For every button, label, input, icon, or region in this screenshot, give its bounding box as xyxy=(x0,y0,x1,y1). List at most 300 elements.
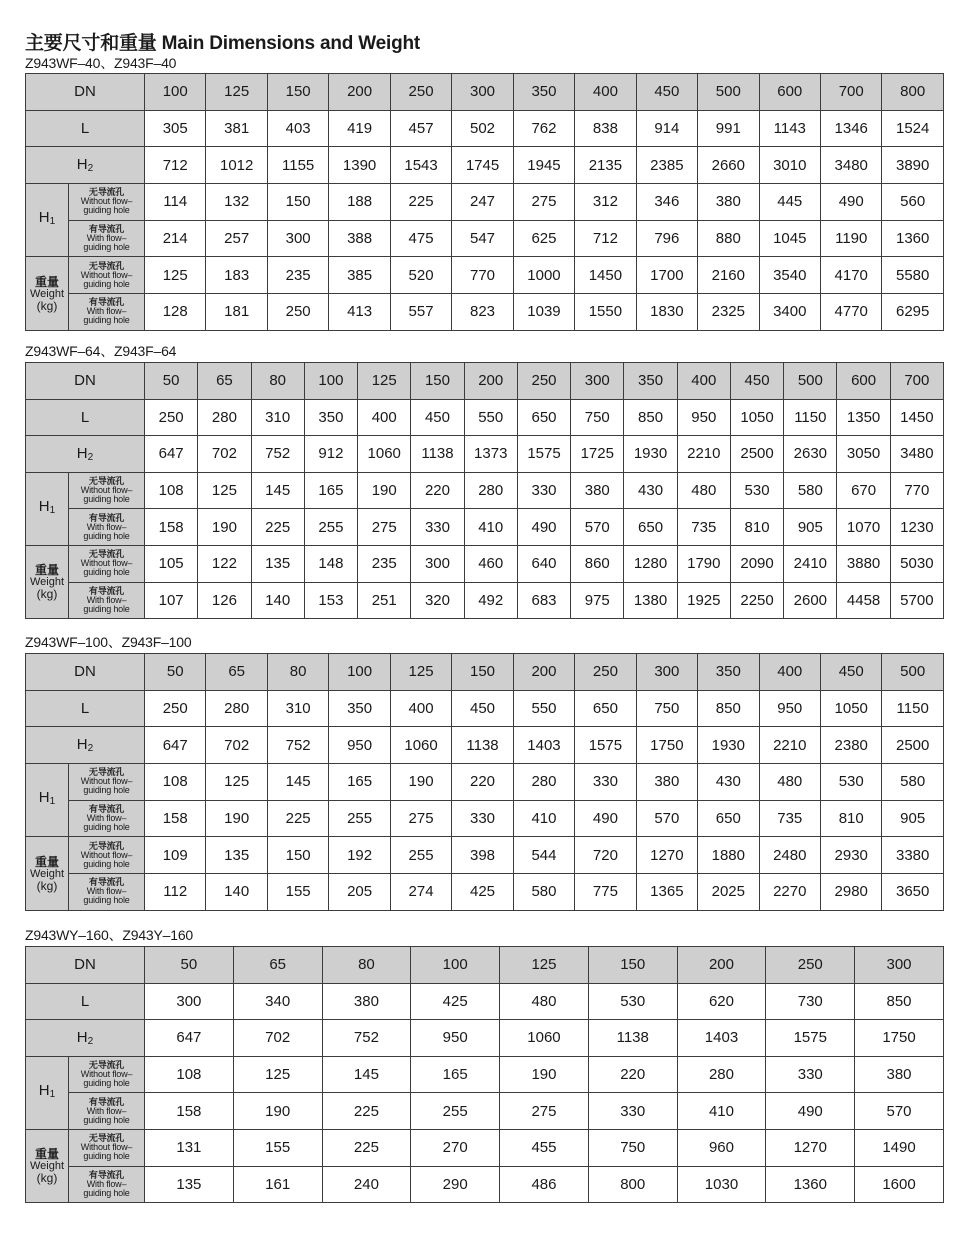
table-row-h2 xyxy=(26,147,944,184)
table-cell: 410 xyxy=(464,509,517,546)
table-cell: 150 xyxy=(267,837,328,874)
table-cell: 1725 xyxy=(571,436,624,473)
table-cell: 950 xyxy=(411,1020,500,1057)
h1-subscript: 1 xyxy=(49,796,56,808)
table-cell: 735 xyxy=(759,800,820,837)
h2-subscript: 2 xyxy=(87,451,94,463)
table-cell: 255 xyxy=(329,800,390,837)
table-cell: 380 xyxy=(698,184,759,221)
group-header-weight xyxy=(26,257,69,330)
table-cell: 100 xyxy=(304,363,357,400)
table-cell: 251 xyxy=(358,582,411,619)
group-header-h1 xyxy=(26,1056,69,1129)
table-cell: 80 xyxy=(322,947,411,984)
table-cell: 500 xyxy=(698,74,759,111)
without-label-en-1: Without flow– xyxy=(80,485,133,496)
table-cell: 460 xyxy=(464,545,517,582)
table-cell: 125 xyxy=(233,1056,322,1093)
table-cell: 250 xyxy=(517,363,570,400)
weight-label-en: Weight xyxy=(29,576,65,589)
without-label-en-1: Without flow– xyxy=(80,196,133,207)
weight-label-cn: 重量 xyxy=(34,563,59,578)
row-header-l: L xyxy=(26,690,145,727)
dimensions-table xyxy=(25,946,944,1203)
table-cell: 413 xyxy=(329,294,390,331)
table-cell: 3880 xyxy=(837,545,890,582)
table-cell: 125 xyxy=(390,654,451,691)
table-cell: 200 xyxy=(329,74,390,111)
with-label-cn: 有导流孔 xyxy=(88,1169,125,1180)
table-cell: 560 xyxy=(882,184,943,221)
table-cell: 550 xyxy=(513,690,574,727)
table-cell: 280 xyxy=(677,1056,766,1093)
table-cell: 280 xyxy=(198,399,251,436)
weight-label-unit: (kg) xyxy=(36,878,58,893)
table-cell: 65 xyxy=(206,654,267,691)
section-model-label: Z943WF–64、Z943F–64 xyxy=(25,343,177,359)
table-cell: 2090 xyxy=(730,545,783,582)
table-cell: 145 xyxy=(251,472,304,509)
sub-header-without-flow-guiding-hole xyxy=(69,1056,145,1093)
table-cell: 600 xyxy=(759,74,820,111)
sub-header-without-flow-guiding-hole xyxy=(69,1129,145,1166)
table-cell: 770 xyxy=(452,257,513,294)
row-header-dn: DN xyxy=(26,654,145,691)
table-cell: 126 xyxy=(198,582,251,619)
table-cell: 1150 xyxy=(882,690,943,727)
table-cell: 225 xyxy=(322,1129,411,1166)
with-label-en-2: guiding hole xyxy=(83,242,130,253)
table-cell: 330 xyxy=(575,764,636,801)
sub-header-without-flow-guiding-hole xyxy=(69,764,145,801)
table-cell: 1230 xyxy=(890,509,943,546)
table-row-h1-with xyxy=(26,800,944,837)
table-cell: 312 xyxy=(575,184,636,221)
table-cell: 225 xyxy=(251,509,304,546)
h2-main: H xyxy=(76,1028,88,1046)
table-cell: 108 xyxy=(145,1056,234,1093)
table-cell: 65 xyxy=(198,363,251,400)
table-cell: 330 xyxy=(411,509,464,546)
dimensions-table xyxy=(25,362,944,619)
table-row-h1-without xyxy=(26,764,944,801)
table-cell: 1403 xyxy=(513,727,574,764)
table-cell: 475 xyxy=(390,220,451,257)
without-label-en-2: guiding hole xyxy=(83,205,130,216)
without-label-en-1: Without flow– xyxy=(80,558,133,569)
table-row-l xyxy=(26,690,944,727)
table-cell: 225 xyxy=(390,184,451,221)
with-label-en-2: guiding hole xyxy=(83,530,130,541)
table-cell: 310 xyxy=(251,399,304,436)
without-label-en-2: guiding hole xyxy=(83,567,130,578)
table-cell: 50 xyxy=(145,363,198,400)
table-cell: 1450 xyxy=(890,399,943,436)
table-cell: 490 xyxy=(766,1093,855,1130)
table-cell: 385 xyxy=(329,257,390,294)
table-cell: 500 xyxy=(784,363,837,400)
h1-subscript: 1 xyxy=(49,1088,56,1100)
table-cell: 132 xyxy=(206,184,267,221)
table-row-l xyxy=(26,983,944,1020)
table-cell: 547 xyxy=(452,220,513,257)
without-label-cn: 无导流孔 xyxy=(88,549,125,560)
table-cell: 1830 xyxy=(636,294,697,331)
table-cell: 300 xyxy=(571,363,624,400)
table-cell: 165 xyxy=(304,472,357,509)
table-cell: 250 xyxy=(145,399,198,436)
table-cell: 905 xyxy=(882,800,943,837)
table-cell: 380 xyxy=(322,983,411,1020)
table-row-h1-without xyxy=(26,1056,944,1093)
table-cell: 580 xyxy=(513,874,574,911)
table-row-h1-without xyxy=(26,184,944,221)
table-cell: 114 xyxy=(145,184,206,221)
table-cell: 2500 xyxy=(730,436,783,473)
with-label-cn: 有导流孔 xyxy=(88,224,125,235)
h1-subscript: 1 xyxy=(49,216,56,228)
table-cell: 1380 xyxy=(624,582,677,619)
table-cell: 50 xyxy=(145,947,234,984)
table-cell: 181 xyxy=(206,294,267,331)
table-cell: 400 xyxy=(759,654,820,691)
table-cell: 492 xyxy=(464,582,517,619)
table-cell: 752 xyxy=(267,727,328,764)
table-cell: 158 xyxy=(145,1093,234,1130)
table-cell: 3480 xyxy=(890,436,943,473)
table-cell: 80 xyxy=(267,654,328,691)
table-row-weight-without xyxy=(26,257,944,294)
without-label-cn: 无导流孔 xyxy=(88,476,125,487)
table-cell: 1350 xyxy=(837,399,890,436)
table-cell: 950 xyxy=(759,690,820,727)
table-cell: 153 xyxy=(304,582,357,619)
sub-header-without-flow-guiding-hole xyxy=(69,184,145,221)
table-cell: 700 xyxy=(821,74,882,111)
table-cell: 750 xyxy=(571,399,624,436)
table-cell: 350 xyxy=(513,74,574,111)
table-cell: 158 xyxy=(145,509,198,546)
table-cell: 235 xyxy=(358,545,411,582)
table-cell: 450 xyxy=(411,399,464,436)
table-cell: 455 xyxy=(500,1129,589,1166)
h2-subscript: 2 xyxy=(87,743,94,755)
with-label-en-2: guiding hole xyxy=(83,822,130,833)
table-cell: 1403 xyxy=(677,1020,766,1057)
table-cell: 490 xyxy=(821,184,882,221)
table-row-dn xyxy=(26,654,944,691)
weight-label-cn: 重量 xyxy=(34,854,59,869)
table-cell: 905 xyxy=(784,509,837,546)
table-cell: 1000 xyxy=(513,257,574,294)
table-cell: 145 xyxy=(322,1056,411,1093)
group-header-h1 xyxy=(26,764,69,837)
without-label-cn: 无导流孔 xyxy=(88,260,125,271)
table-cell: 1150 xyxy=(784,399,837,436)
table-cell: 3400 xyxy=(759,294,820,331)
table-row-weight-without xyxy=(26,545,944,582)
h1-main: H xyxy=(38,789,50,807)
table-cell: 1138 xyxy=(588,1020,677,1057)
table-row-l xyxy=(26,110,944,147)
with-label-cn: 有导流孔 xyxy=(88,585,125,596)
table-cell: 2160 xyxy=(698,257,759,294)
table-cell: 205 xyxy=(329,874,390,911)
table-cell: 3050 xyxy=(837,436,890,473)
table-cell: 683 xyxy=(517,582,570,619)
table-cell: 1543 xyxy=(390,147,451,184)
table-cell: 190 xyxy=(198,509,251,546)
table-cell: 650 xyxy=(575,690,636,727)
table-cell: 140 xyxy=(206,874,267,911)
table-cell: 570 xyxy=(636,800,697,837)
table-cell: 4458 xyxy=(837,582,890,619)
table-cell: 80 xyxy=(251,363,304,400)
table-cell: 800 xyxy=(882,74,943,111)
weight-label-cn: 重量 xyxy=(34,1147,59,1162)
table-cell: 3380 xyxy=(882,837,943,874)
table-cell: 1930 xyxy=(698,727,759,764)
weight-label-en: Weight xyxy=(29,867,65,880)
h1-main: H xyxy=(38,209,50,227)
table-cell: 280 xyxy=(206,690,267,727)
table-cell: 125 xyxy=(198,472,251,509)
group-header-weight xyxy=(26,545,69,618)
table-cell: 486 xyxy=(500,1166,589,1203)
weight-label-unit: (kg) xyxy=(36,1171,58,1186)
table-cell: 6295 xyxy=(882,294,943,331)
table-cell: 3650 xyxy=(882,874,943,911)
table-cell: 775 xyxy=(575,874,636,911)
table-cell: 702 xyxy=(198,436,251,473)
h1-main: H xyxy=(38,497,50,515)
table-cell: 255 xyxy=(304,509,357,546)
table-cell: 1012 xyxy=(206,147,267,184)
table-cell: 400 xyxy=(390,690,451,727)
without-label-cn: 无导流孔 xyxy=(88,1133,125,1144)
table-cell: 1138 xyxy=(452,727,513,764)
table-cell: 1490 xyxy=(855,1129,944,1166)
table-cell: 480 xyxy=(677,472,730,509)
table-cell: 350 xyxy=(304,399,357,436)
table-cell: 950 xyxy=(329,727,390,764)
with-label-cn: 有导流孔 xyxy=(88,512,125,523)
table-cell: 850 xyxy=(855,983,944,1020)
table-cell: 960 xyxy=(677,1129,766,1166)
table-cell: 2410 xyxy=(784,545,837,582)
table-cell: 400 xyxy=(358,399,411,436)
weight-label-unit: (kg) xyxy=(36,587,58,602)
table-cell: 388 xyxy=(329,220,390,257)
weight-label-unit: (kg) xyxy=(36,298,58,313)
table-cell: 580 xyxy=(882,764,943,801)
sub-header-with-flow-guiding-hole xyxy=(69,1166,145,1203)
sub-header-without-flow-guiding-hole xyxy=(69,472,145,509)
with-label-en-1: With flow– xyxy=(86,233,127,244)
table-cell: 647 xyxy=(145,436,198,473)
table-row-h1-with xyxy=(26,509,944,546)
table-cell: 2210 xyxy=(677,436,730,473)
table-cell: 192 xyxy=(329,837,390,874)
group-header-weight xyxy=(26,1129,69,1202)
table-cell: 650 xyxy=(624,509,677,546)
table-cell: 975 xyxy=(571,582,624,619)
group-header-weight xyxy=(26,837,69,910)
table-cell: 860 xyxy=(571,545,624,582)
table-cell: 752 xyxy=(322,1020,411,1057)
table-cell: 410 xyxy=(513,800,574,837)
table-cell: 796 xyxy=(636,220,697,257)
table-cell: 419 xyxy=(329,110,390,147)
sub-header-with-flow-guiding-hole xyxy=(69,509,145,546)
table-cell: 702 xyxy=(233,1020,322,1057)
table-cell: 2270 xyxy=(759,874,820,911)
table-cell: 991 xyxy=(698,110,759,147)
with-label-en-2: guiding hole xyxy=(83,1114,130,1125)
table-cell: 1550 xyxy=(575,294,636,331)
table-cell: 450 xyxy=(452,690,513,727)
table-cell: 274 xyxy=(390,874,451,911)
without-label-en-2: guiding hole xyxy=(83,785,130,796)
table-cell: 950 xyxy=(677,399,730,436)
table-cell: 750 xyxy=(588,1129,677,1166)
table-cell: 220 xyxy=(452,764,513,801)
with-label-en-1: With flow– xyxy=(86,1105,127,1116)
table-cell: 165 xyxy=(329,764,390,801)
table-cell: 350 xyxy=(329,690,390,727)
with-label-en-2: guiding hole xyxy=(83,603,130,614)
table-cell: 275 xyxy=(500,1093,589,1130)
table-cell: 850 xyxy=(698,690,759,727)
table-cell: 340 xyxy=(233,983,322,1020)
table-cell: 161 xyxy=(233,1166,322,1203)
table-row-h2 xyxy=(26,436,944,473)
table-cell: 310 xyxy=(267,690,328,727)
h1-label xyxy=(39,789,55,806)
table-cell: 914 xyxy=(636,110,697,147)
table-cell: 650 xyxy=(517,399,570,436)
table-cell: 1360 xyxy=(882,220,943,257)
table-cell: 150 xyxy=(588,947,677,984)
table-cell: 1280 xyxy=(624,545,677,582)
table-cell: 2500 xyxy=(882,727,943,764)
table-cell: 425 xyxy=(452,874,513,911)
table-cell: 50 xyxy=(145,654,206,691)
without-label-cn: 无导流孔 xyxy=(88,840,125,851)
table-cell: 350 xyxy=(624,363,677,400)
without-label-en-1: Without flow– xyxy=(80,776,133,787)
table-cell: 380 xyxy=(636,764,697,801)
weight-label-cn: 重量 xyxy=(34,274,59,289)
table-cell: 125 xyxy=(358,363,411,400)
table-cell: 275 xyxy=(390,800,451,837)
table-cell: 1575 xyxy=(575,727,636,764)
table-cell: 2980 xyxy=(821,874,882,911)
table-cell: 300 xyxy=(452,74,513,111)
without-label-en-1: Without flow– xyxy=(80,1142,133,1153)
without-label-en-2: guiding hole xyxy=(83,494,130,505)
h2-subscript: 2 xyxy=(87,1035,94,1047)
row-header-dn: DN xyxy=(26,74,145,111)
row-header-h2 xyxy=(26,147,145,184)
table-row-dn xyxy=(26,363,944,400)
table-cell: 350 xyxy=(698,654,759,691)
with-label-en-1: With flow– xyxy=(86,521,127,532)
table-cell: 2250 xyxy=(730,582,783,619)
table-cell: 150 xyxy=(411,363,464,400)
row-header-dn: DN xyxy=(26,363,145,400)
table-cell: 300 xyxy=(267,220,328,257)
with-label-en-2: guiding hole xyxy=(83,315,130,326)
table-cell: 800 xyxy=(588,1166,677,1203)
table-cell: 1030 xyxy=(677,1166,766,1203)
table-cell: 125 xyxy=(500,947,589,984)
table-cell: 250 xyxy=(575,654,636,691)
table-row-dn xyxy=(26,947,944,984)
table-cell: 1750 xyxy=(855,1020,944,1057)
table-cell: 2210 xyxy=(759,727,820,764)
weight-label-en: Weight xyxy=(29,287,65,300)
table-cell: 400 xyxy=(677,363,730,400)
table-cell: 620 xyxy=(677,983,766,1020)
table-cell: 108 xyxy=(145,472,198,509)
table-cell: 502 xyxy=(452,110,513,147)
table-cell: 1600 xyxy=(855,1166,944,1203)
h1-label xyxy=(39,209,55,226)
table-cell: 165 xyxy=(411,1056,500,1093)
with-label-cn: 有导流孔 xyxy=(88,1096,125,1107)
with-label-en-1: With flow– xyxy=(86,306,127,317)
table-cell: 109 xyxy=(145,837,206,874)
table-cell: 2325 xyxy=(698,294,759,331)
table-cell: 670 xyxy=(837,472,890,509)
without-label-cn: 无导流孔 xyxy=(88,187,125,198)
table-row-dn xyxy=(26,74,944,111)
table-cell: 275 xyxy=(358,509,411,546)
row-header-l: L xyxy=(26,399,145,436)
without-label-cn: 无导流孔 xyxy=(88,1060,125,1071)
with-label-cn: 有导流孔 xyxy=(88,877,125,888)
table-cell: 1925 xyxy=(677,582,730,619)
table-cell: 810 xyxy=(730,509,783,546)
table-cell: 155 xyxy=(267,874,328,911)
sub-header-with-flow-guiding-hole xyxy=(69,294,145,331)
with-label-en-2: guiding hole xyxy=(83,1187,130,1198)
row-header-l: L xyxy=(26,110,145,147)
table-cell: 1930 xyxy=(624,436,677,473)
table-cell: 557 xyxy=(390,294,451,331)
table-cell: 108 xyxy=(145,764,206,801)
table-cell: 158 xyxy=(145,800,206,837)
table-cell: 425 xyxy=(411,983,500,1020)
table-cell: 148 xyxy=(304,545,357,582)
table-cell: 100 xyxy=(329,654,390,691)
table-cell: 3010 xyxy=(759,147,820,184)
table-cell: 762 xyxy=(513,110,574,147)
table-cell: 125 xyxy=(145,257,206,294)
table-cell: 2600 xyxy=(784,582,837,619)
table-cell: 255 xyxy=(390,837,451,874)
table-cell: 735 xyxy=(677,509,730,546)
h1-main: H xyxy=(38,1081,50,1099)
table-cell: 380 xyxy=(571,472,624,509)
table-row-weight-without xyxy=(26,1129,944,1166)
table-cell: 2025 xyxy=(698,874,759,911)
table-cell: 188 xyxy=(329,184,390,221)
table-cell: 1060 xyxy=(358,436,411,473)
table-cell: 570 xyxy=(855,1093,944,1130)
table-row-h2 xyxy=(26,727,944,764)
